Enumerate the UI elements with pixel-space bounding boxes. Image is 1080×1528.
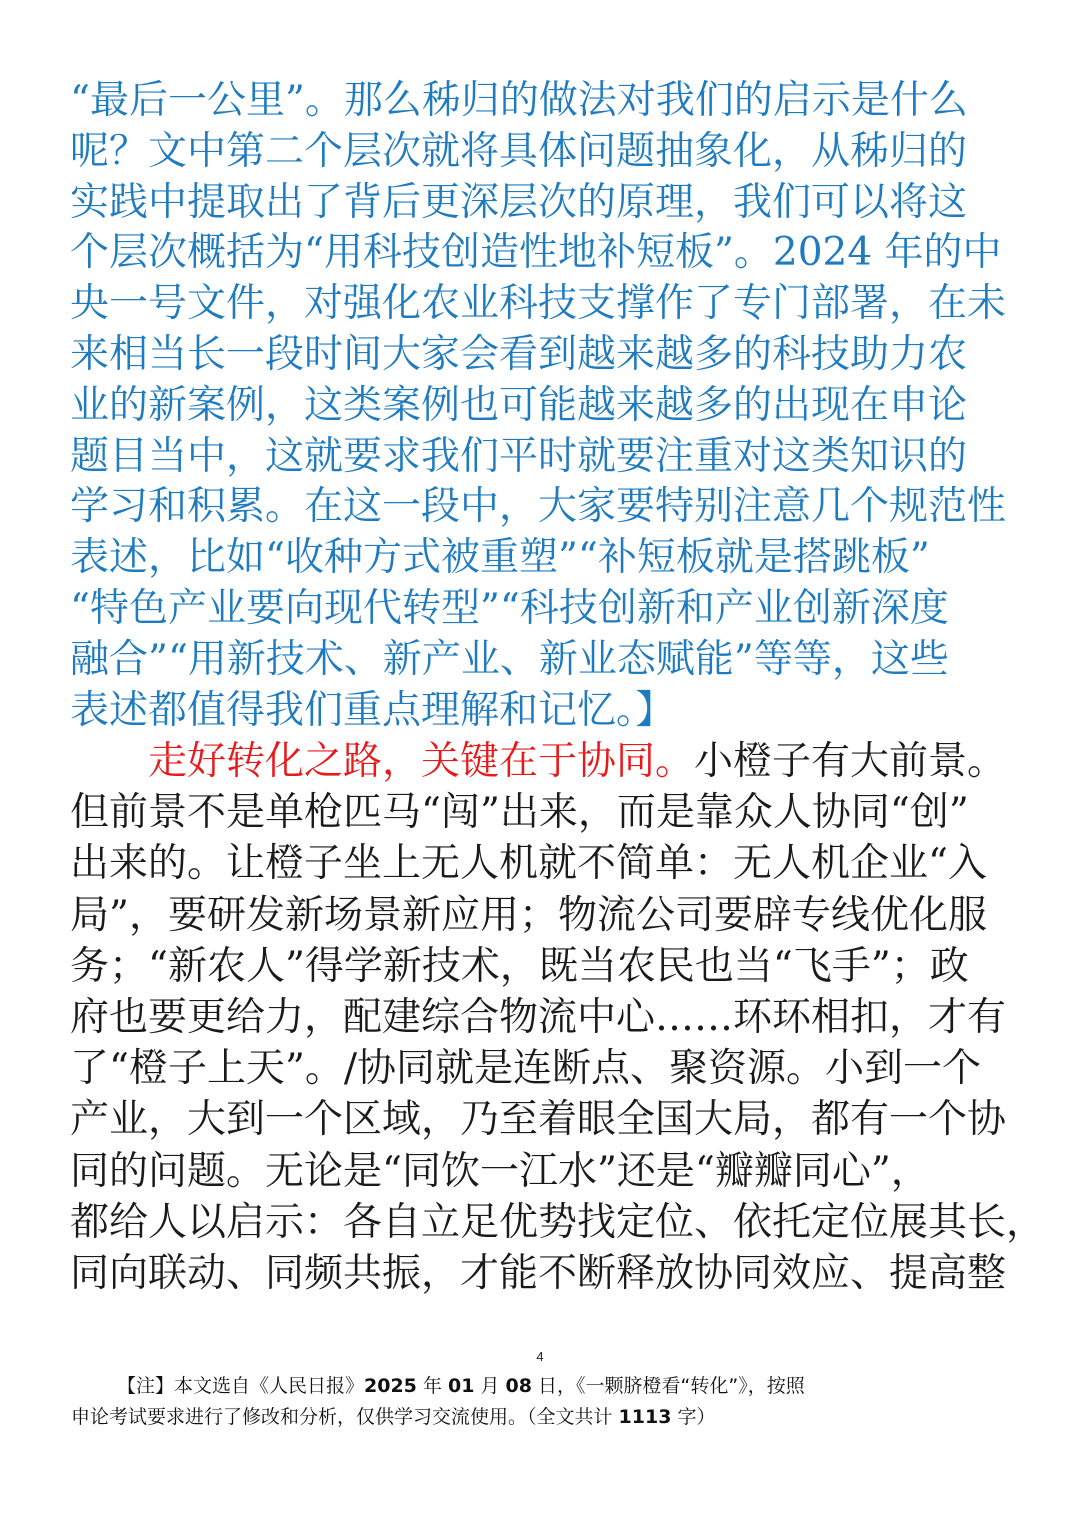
footnote (71, 1371, 1017, 1433)
footnote-text: 字） (671, 1406, 716, 1428)
footnote-day: 08 (505, 1375, 532, 1397)
paragraph-line: 都给人以启示：各自立足优势找定位、依托定位展其长， (70, 1199, 1046, 1245)
paragraph-line: 产业，大到一个区域，乃至着眼全国大局，都有一个协 (70, 1097, 1007, 1143)
footnote-line (117, 1371, 1017, 1402)
footnote-word-count: 1113 (618, 1406, 672, 1428)
footnote-text: 年 (416, 1375, 448, 1397)
analysis-line: 表述，比如“收种方式被重塑”“补短板就是搭跳板” (70, 535, 930, 581)
footnote-text: 月 (474, 1375, 506, 1397)
paragraph-line: 府也要更给力，配建综合物流中心……环环相扣，才有 (70, 994, 1007, 1040)
footnote-year: 2025 (364, 1375, 417, 1397)
paragraph-first-line (70, 736, 1020, 787)
footnote-text: 申论考试要求进行了修改和分析，仅供学习交流使用。（全文共计 (71, 1406, 619, 1428)
analysis-line: 学习和积累。在这一段中，大家要特别注意几个规范性 (70, 484, 1007, 530)
analysis-line: “最后一公里”。那么秭归的做法对我们的启示是什么 (70, 78, 968, 123)
footnote-month: 01 (448, 1375, 475, 1397)
analysis-line: 实践中提取出了背后更深层次的原理，我们可以将这 (70, 179, 968, 225)
analysis-line: 央一号文件，对强化农业科技支撑作了专门部署，在未 (70, 281, 1007, 327)
paragraph-heading: 走好转化之路，关键在于协同。 (148, 739, 695, 784)
analysis-line: 来相当长一段时间大家会看到越来越多的科技助力农 (70, 331, 968, 377)
footnote-text: 【注】本文选自《人民日报》 (117, 1375, 365, 1397)
analysis-line: 题目当中，这就要求我们平时就要注重对这类知识的 (70, 433, 968, 479)
paragraph-line: 务；“新农人”得学新技术，既当农民也当“飞手”；政 (70, 943, 969, 989)
analysis-line: 业的新案例，这类案例也可能越来越多的出现在申论 (70, 382, 968, 428)
paragraph-line: 出来的。让橙子坐上无人机就不简单：无人机企业“入 (70, 841, 987, 887)
footnote-text: 日，《一颗脐橙看“转化”》，按照 (532, 1375, 805, 1397)
paragraph-line: 同向联动、同频共振，才能不断释放协同效应、提高整 (70, 1250, 1007, 1296)
footnote-line (71, 1402, 1017, 1433)
analysis-line: 个层次概括为“用科技创造性地补短板”。2024 年的中 (70, 230, 1002, 276)
paragraph-line: 局”，要研发新场景新应用；物流公司要辟专线优化服 (70, 892, 987, 938)
paragraph-text: 小橙子有大前景。 (694, 739, 1007, 784)
analysis-line: 表述都值得我们重点理解和记忆。】 (70, 687, 675, 733)
page-number: 4 (536, 1349, 544, 1364)
analysis-line: “特色产业要向现代转型”“科技创新和产业创新深度 (70, 585, 949, 631)
analysis-line: 呢？文中第二个层次就将具体问题抽象化，从秭归的 (70, 128, 968, 174)
paragraph-line: 但前景不是单枪匹马“闯”出来，而是靠众人协同“创” (70, 790, 969, 836)
paragraph-line: 了“橙子上天”。/协同就是连断点、聚资源。小到一个 (70, 1046, 982, 1092)
body-paragraph (70, 736, 1046, 1299)
paragraph-line: 同的问题。无论是“同饮一江水”还是“瓣瓣同心”， (70, 1148, 930, 1194)
analysis-line: 融合”“用新技术、新产业、新业态赋能”等等，这些 (70, 636, 949, 682)
analysis-commentary (70, 76, 1020, 736)
